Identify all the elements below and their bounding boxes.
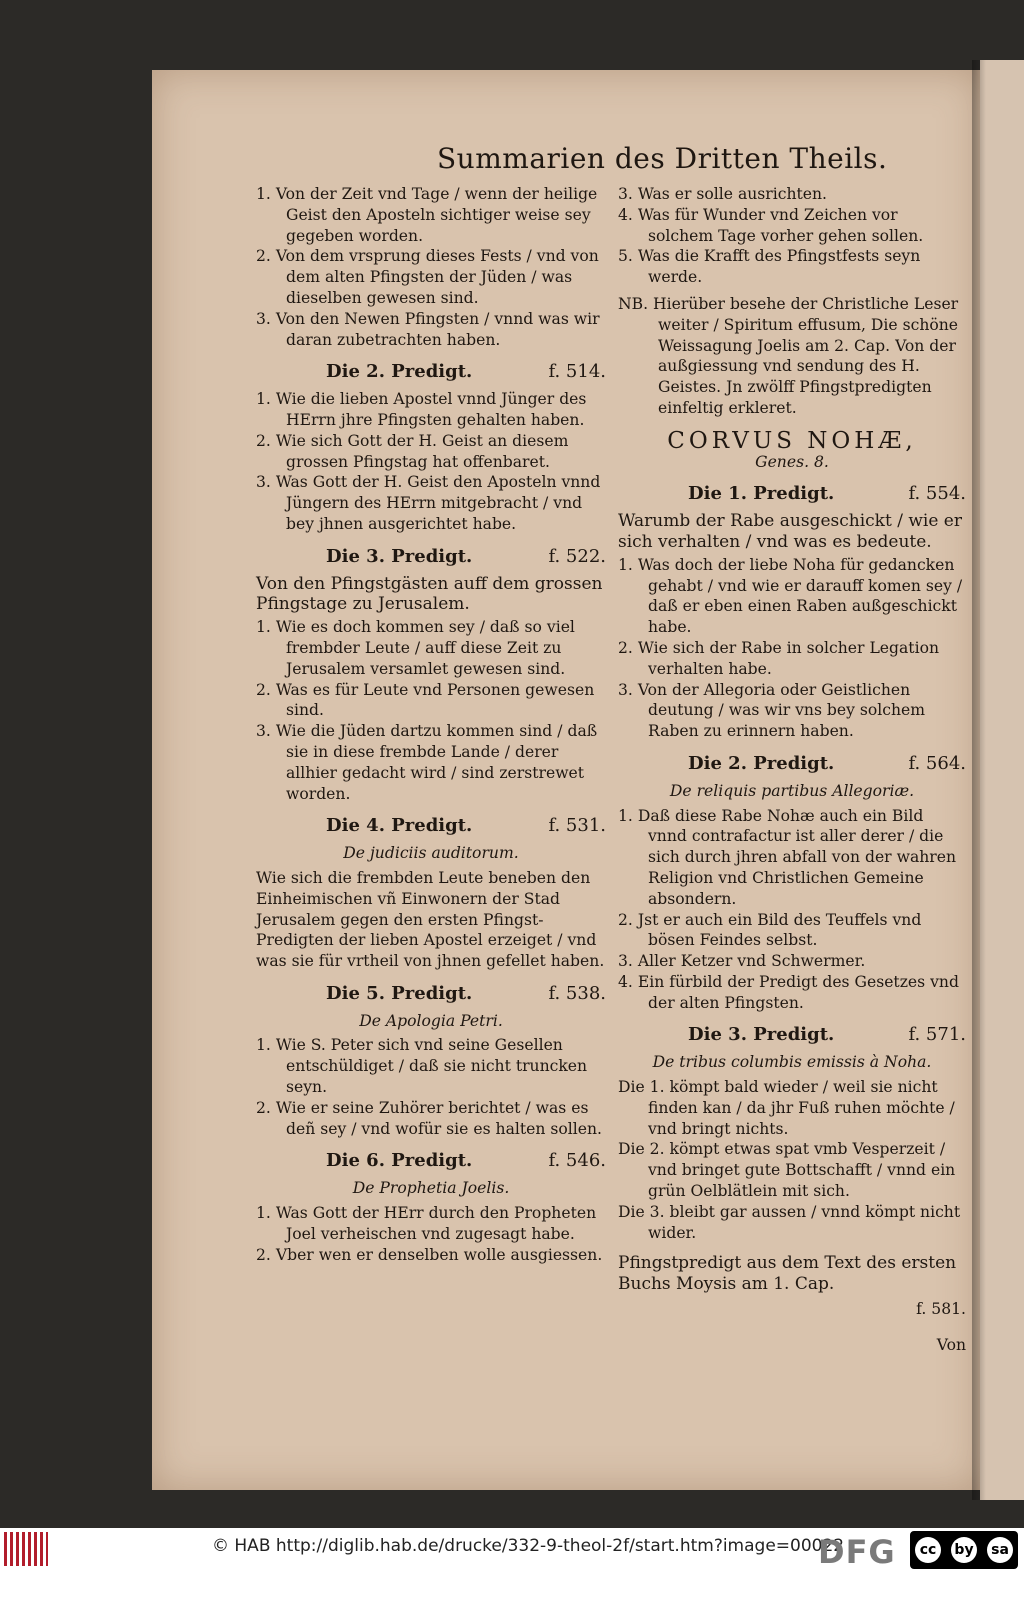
- folio-number: f. 538.: [548, 982, 606, 1004]
- page-title: Summarien des Dritten Theils.: [437, 142, 888, 175]
- folio-number: f. 581.: [916, 1300, 966, 1319]
- cc-icon: cc: [915, 1537, 941, 1563]
- list-item: 3. Von den Newen Pfingsten / vnnd was wir daran zubetrachten haben.: [256, 309, 600, 349]
- list-item: Die 2. kömpt etwas spat vmb Vesperzeit / vnd bringet gute Bottschafft / vnnd ein grün Oelblätlein mit sich.: [618, 1140, 956, 1201]
- list-item: Die 3. bleibt gar aussen / vnnd kömpt nicht wider.: [618, 1202, 961, 1242]
- list-item: 2. Von dem vrsprung dieses Fests / vnd von dem alten Pfingsten der Jüden / was dieselben gewesen sind.: [256, 247, 599, 307]
- section-heading: [618, 1025, 966, 1046]
- sermon-title: Die 5. Predigt.: [326, 982, 473, 1004]
- gutter-shadow: [972, 60, 986, 1500]
- folio-number: f. 571.: [908, 1024, 966, 1046]
- section-heading: [256, 1151, 606, 1172]
- list-item: 4. Was für Wunder vnd Zeichen vor solchem Tage vorher gehen sollen.: [618, 205, 924, 245]
- source-link[interactable]: © HAB http://diglib.hab.de/drucke/332-9-theol-2f/start.htm?image=00022: [212, 1536, 845, 1556]
- left-column: [256, 184, 606, 1265]
- list-item: 2. Wie er seine Zuhörer berichtet / was es deñ sey / vnd wofür sie es halten sollen.: [256, 1098, 602, 1138]
- section-heading: [256, 816, 606, 837]
- list-item: 2. Jst er auch ein Bild des Teuffels vnd bösen Feindes selbst.: [618, 910, 922, 950]
- list-item: 2. Wie sich der Rabe in solcher Legation verhalten habe.: [618, 638, 939, 678]
- sermon-title: Die 3. Predigt.: [326, 545, 473, 567]
- list-item: 1. Wie S. Peter sich vnd seine Gesellen entschüldiget / daß sie nicht truncken seyn.: [256, 1036, 588, 1097]
- sermon-title: Die 4. Predigt.: [326, 815, 473, 837]
- folio-number: f. 554.: [908, 483, 966, 505]
- list-item: 3. Was Gott der H. Geist den Aposteln vnnd Jüngern des HErrn mitgebracht / vnd bey jhnen ausgerichtet habe.: [256, 473, 601, 533]
- section-title: CORVUS NOHÆ,: [667, 427, 917, 454]
- section-subtitle: De Prophetia Joelis.: [352, 1179, 510, 1198]
- list-item: 2. Was es für Leute vnd Personen gewesen sind.: [256, 680, 595, 720]
- folio-number: f. 522.: [548, 545, 606, 567]
- section-heading: [256, 984, 606, 1005]
- scripture-reference: Genes. 8.: [755, 452, 829, 471]
- sermon-title: Die 2. Predigt.: [688, 752, 835, 774]
- list-item: 1. Von der Zeit vnd Tage / wenn der heilige Geist den Aposteln sichtiger weise sey gegeben worden.: [256, 185, 598, 245]
- list-item: 3. Was er solle ausrichten.: [618, 185, 828, 203]
- sermon-title: Die 3. Predigt.: [688, 1024, 835, 1046]
- folio-number: f. 564.: [908, 752, 966, 774]
- list-item: 2. Vber wen er denselben wolle ausgiessen.: [256, 1245, 603, 1264]
- folio-number: f. 546.: [548, 1150, 606, 1172]
- right-column: [618, 184, 966, 1372]
- license-badge[interactable]: [910, 1531, 1018, 1569]
- section-subtitle: De tribus columbis emissis à Noha.: [652, 1053, 932, 1072]
- sermon-title: Die 2. Predigt.: [326, 361, 473, 383]
- adjacent-page-edge: [980, 60, 1024, 1500]
- list-item: 3. Wie die Jüden dartzu kommen sind / daß sie in diese frembde Lande / derer allhier gedacht wird / sind zerstrewet worden.: [256, 722, 598, 803]
- closing-heading: Pfingstpredigt aus dem Text des ersten Buchs Moysis am 1. Cap.: [618, 1253, 957, 1295]
- section-subtitle: De reliquis partibus Allegoriæ.: [669, 781, 915, 800]
- list-item: 1. Daß diese Rabe Nohæ auch ein Bild vnnd contrafactur ist aller derer / die sich durch jhren abfall von der wahren Religion vnd Christlichen Gemeine absondern.: [618, 806, 957, 908]
- list-item: 1. Wie die lieben Apostel vnnd Jünger des HErrn jhre Pfingsten gehalten haben.: [256, 390, 587, 429]
- sermon-title: Die 1. Predigt.: [688, 483, 835, 505]
- list-item: 1. Was doch der liebe Noha für gedancken gehabt / vnd wie er darauff komen sey / daß er eben einen Raben außgeschickt habe.: [618, 555, 963, 637]
- folio-number: f. 514.: [548, 361, 606, 383]
- list-item: 1. Wie es doch kommen sey / daß so viel frembder Leute / auff diese Zeit zu Jerusalem versamlet gewesen sind.: [256, 618, 575, 678]
- by-icon: by: [951, 1537, 977, 1563]
- list-item: 2. Wie sich Gott der H. Geist an diesem grossen Pfingstag hat offenbaret.: [256, 431, 569, 471]
- list-item: 3. Aller Ketzer vnd Schwermer.: [618, 952, 866, 971]
- section-heading: [618, 754, 966, 775]
- sa-icon: sa: [987, 1537, 1013, 1563]
- section-heading: [618, 484, 966, 505]
- section-subtitle: De judiciis auditorum.: [343, 844, 519, 863]
- section-subtitle: De Apologia Petri.: [359, 1011, 503, 1030]
- folio-number: f. 531.: [548, 815, 606, 837]
- hab-logo-icon: [4, 1532, 48, 1566]
- section-heading: [256, 362, 606, 383]
- list-item: 3. Von der Allegoria oder Geistlichen deutung / was wir vns bey solchem Raben zu erinnern haben.: [618, 680, 926, 741]
- nota-bene: NB. Hierüber besehe der Christliche Leser weiter / Spiritum effusum, Die schöne Weissagung Joelis am 2. Cap. Von der außgiessung vnd sendung des H. Geistes. Jn zwölff Pfingstpredigten einfeltig erkleret.: [618, 294, 959, 417]
- list-item: 4. Ein fürbild der Predigt des Gesetzes vnd der alten Pfingsten.: [618, 972, 959, 1012]
- sermon-title: Die 6. Predigt.: [326, 1150, 473, 1172]
- section-subtitle: Von den Pfingstgästen auff dem grossen Pfingstage zu Jerusalem.: [256, 573, 603, 615]
- section-text: Wie sich die frembden Leute beneben den Einheimischen vñ Einwonern der Stad Jerusalem gegen den ersten Pfingst-Predigten der lieben Apostel erzeiget / vnd was sie für vrtheil von jhnen gefellet haben.: [256, 868, 605, 971]
- list-item: 5. Was die Krafft des Pfingstfests seyn werde.: [618, 247, 921, 287]
- section-heading: [256, 547, 606, 568]
- section-subtitle: Warumb der Rabe ausgeschickt / wie er sich verhalten / vnd was es bedeute.: [618, 511, 962, 552]
- catchword: Von: [936, 1336, 966, 1355]
- list-item: 1. Was Gott der HErr durch den Propheten Joel verheischen vnd zugesagt habe.: [256, 1204, 597, 1243]
- dfg-logo: DFG: [818, 1533, 896, 1571]
- list-item: Die 1. kömpt bald wieder / weil sie nicht finden kan / da jhr Fuß ruhen möchte / vnd bringt nichts.: [618, 1078, 955, 1138]
